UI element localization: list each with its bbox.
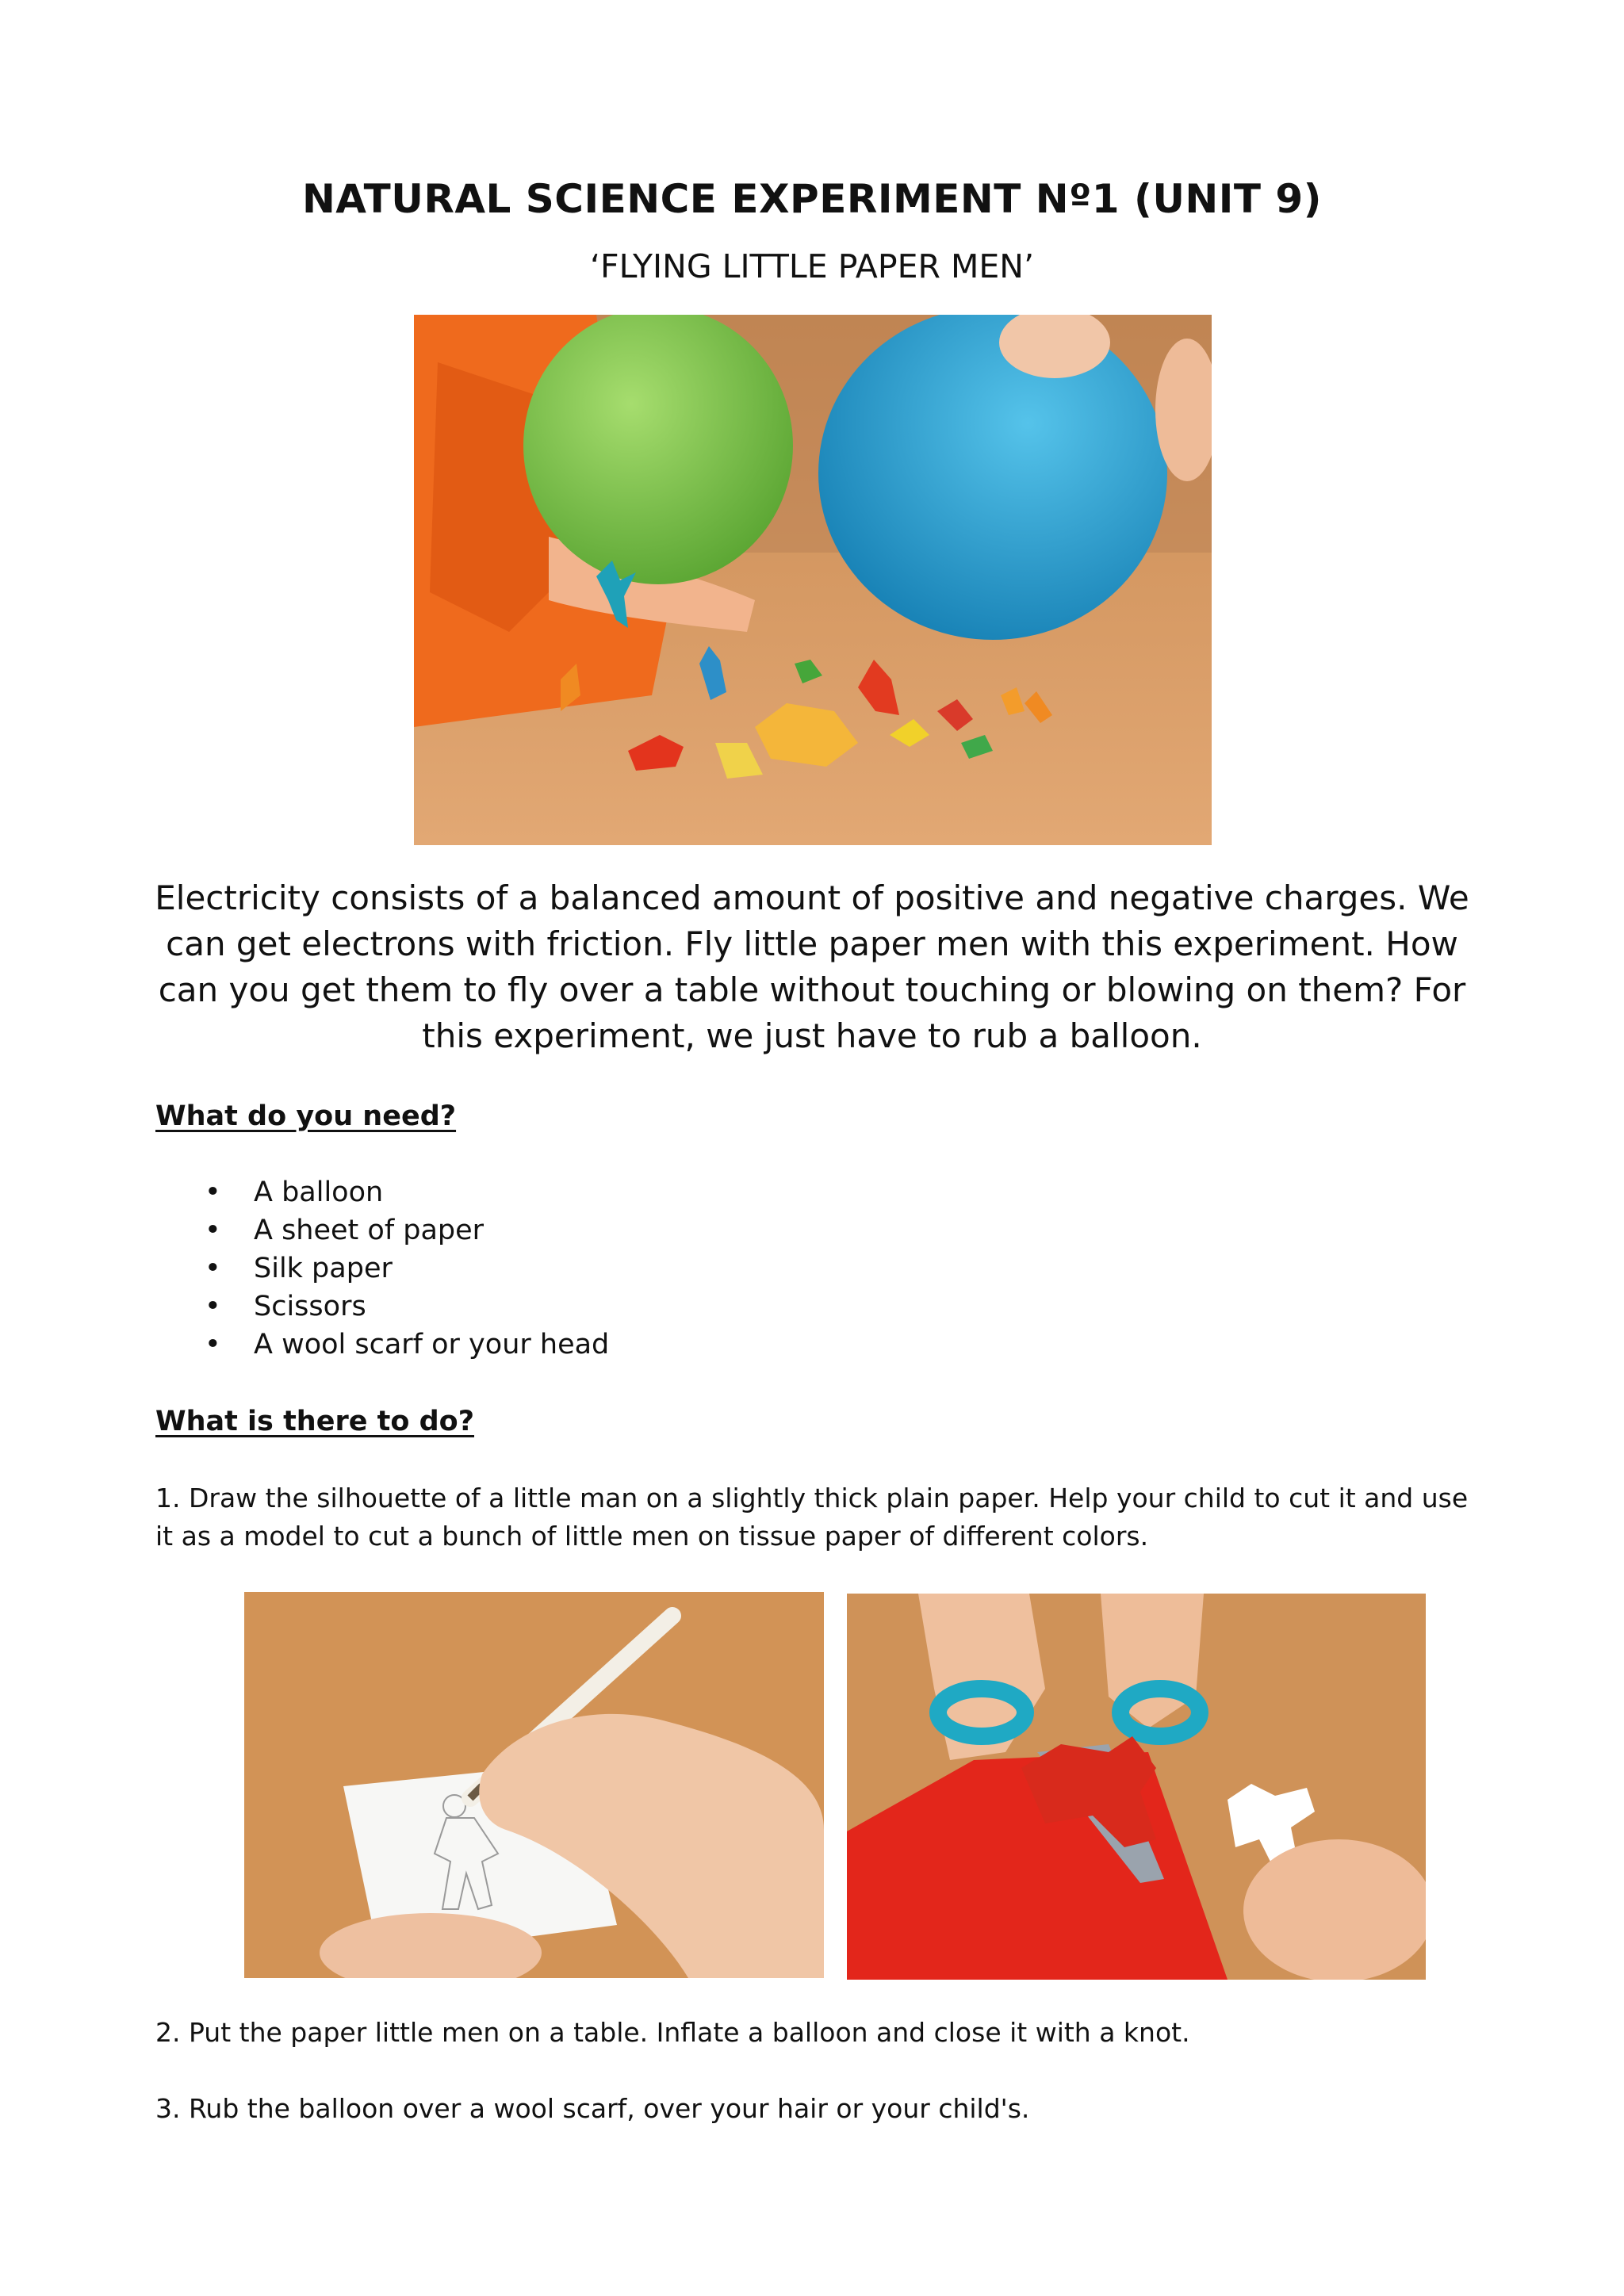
step-3-text: 3. Rub the balloon over a wool scarf, over your hair or your child's. [155,2093,1030,2124]
list-item-label: A wool scarf or your head [254,1329,610,1360]
page-subtitle: ‘FLYING LITTLE PAPER MEN’ [590,247,1034,285]
balloons-photo [414,315,1212,845]
list-item [155,1173,609,1211]
materials-list [155,1173,609,1364]
list-item [155,1326,609,1364]
bullet-icon: • [205,1215,221,1246]
bullet-icon: • [205,1177,221,1208]
list-item-label: A balloon [254,1177,384,1208]
list-item-label: Silk paper [254,1253,393,1284]
materials-heading: What do you need? [155,1100,457,1132]
list-item [155,1288,609,1326]
bullet-icon: • [205,1253,221,1284]
step-2-text: 2. Put the paper little men on a table. Inflate a balloon and close it with a knot. [155,2017,1190,2048]
bullet-icon: • [205,1329,221,1360]
list-item-label: Scissors [254,1291,366,1322]
list-item [155,1211,609,1249]
list-item [155,1249,609,1288]
intro-paragraph: Electricity consists of a balanced amount of positive and negative charges. We can get electrons with friction. Fly little paper men with this experiment. How can you get them to fly over a table without touching or blowing on them? For this experiment, we just have to rub a balloon. [155,878,1469,1055]
cutting-paper-photo [847,1594,1426,1980]
step-1-text: 1. Draw the silhouette of a little man on a slightly thick plain paper. Help your child to cut it and use it as a model to cut a bunch of little men on tissue paper of different colors. [155,1483,1469,1552]
bullet-icon: • [205,1291,221,1322]
steps-heading: What is there to do? [155,1406,475,1437]
page-title: NATURAL SCIENCE EXPERIMENT Nº1 (UNIT 9) [301,176,1323,222]
list-item-label: A sheet of paper [254,1215,485,1246]
drawing-silhouette-photo [244,1592,824,1978]
